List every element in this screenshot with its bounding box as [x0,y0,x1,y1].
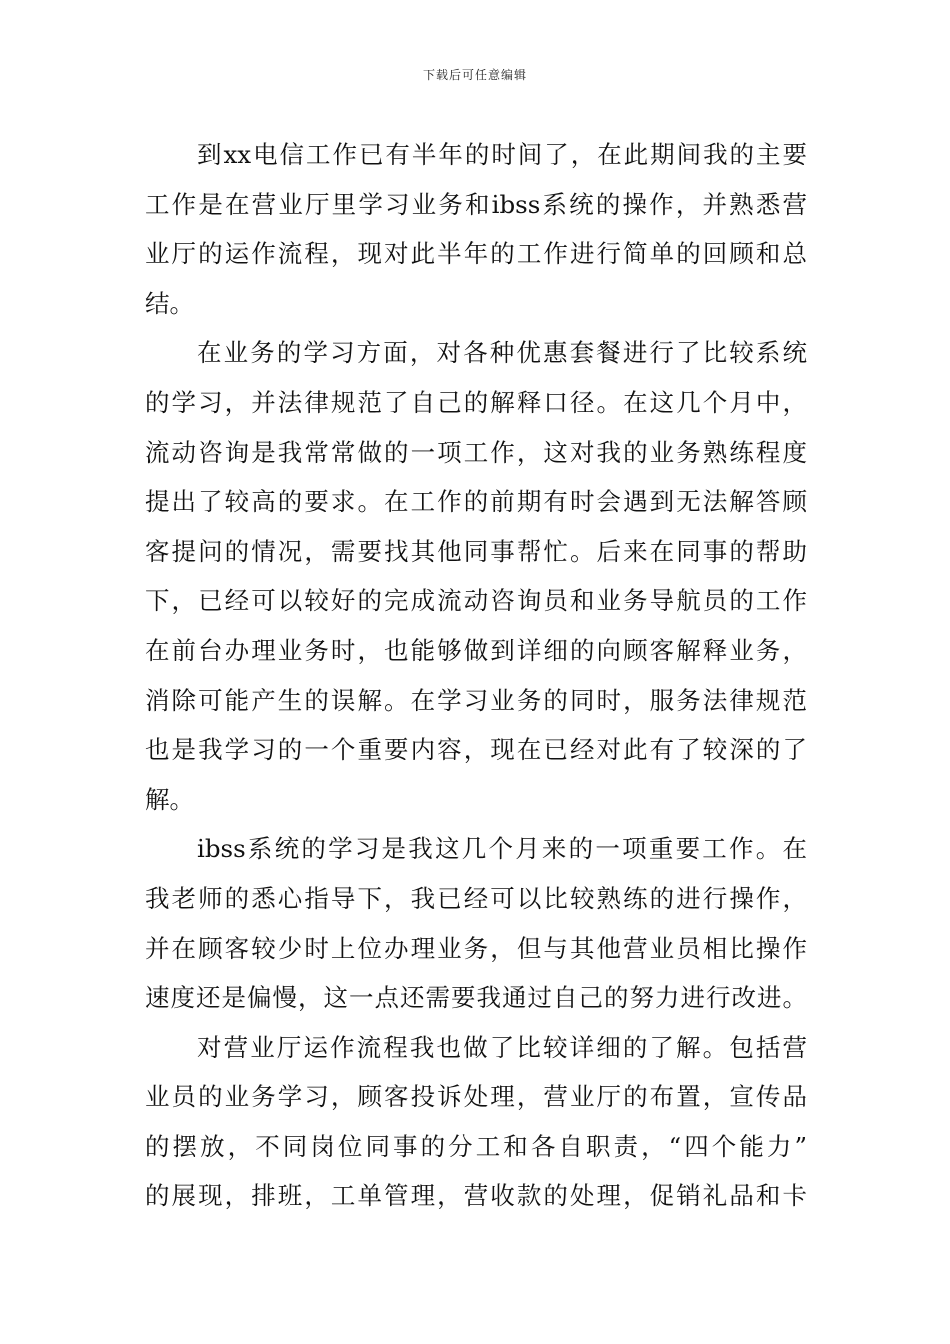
paragraph [145,824,807,1022]
text-line: 客提问的情况，需要找其他同事帮忙。后来在同事的帮助 [145,536,807,566]
text-line: 结。 [145,288,194,318]
page-header: 下载后可任意编辑 [422,68,527,82]
text-line: 到xx电信工作已有半年的时间了，在此期间我的主要 [197,140,807,169]
text-line: 在前台办理业务时，也能够做到详细的向顾客解释业务， [145,635,807,665]
text-line: 提出了较高的要求。在工作的前期有时会遇到无法解答顾 [145,487,807,517]
text-line: 业员的业务学习，顾客投诉处理，营业厅的布置，宣传品 [145,1082,807,1112]
text-line: 的摆放，不同岗位同事的分工和各自职责，“四个能力” [145,1131,807,1161]
text-line: 速度还是偏慢，这一点还需要我通过自己的努力进行改进。 [145,983,807,1013]
text-line: ibss系统的学习是我这几个月来的一项重要工作。在 [197,834,807,864]
text-line: 流动咨询是我常常做的一项工作，这对我的业务熟练程度 [145,437,807,467]
text-line: 并在顾客较少时上位办理业务，但与其他营业员相比操作 [145,933,807,963]
text-line: 解。 [145,784,194,814]
text-line: 下，已经可以较好的完成流动咨询员和业务导航员的工作 [145,586,807,616]
paragraph [145,328,807,824]
text-line: 消除可能产生的误解。在学习业务的同时，服务法律规范 [145,685,807,715]
text-line: 的学习，并法律规范了自己的解释口径。在这几个月中， [145,387,807,417]
paragraph [145,1023,807,1221]
text-line: 对营业厅运作流程我也做了比较详细的了解。包括营 [197,1032,807,1062]
text-line: 的展现，排班，工单管理，营收款的处理，促销礼品和卡 [145,1181,807,1211]
text-line: 我老师的悉心指导下，我已经可以比较熟练的进行操作， [145,883,807,913]
document-body [145,130,807,1221]
text-line: 也是我学习的一个重要内容，现在已经对此有了较深的了 [145,735,807,765]
text-line: 工作是在营业厅里学习业务和ibss系统的操作，并熟悉营 [145,189,807,219]
text-line: 在业务的学习方面，对各种优惠套餐进行了比较系统 [197,338,807,368]
paragraph [145,130,807,328]
text-line: 业厅的运作流程，现对此半年的工作进行简单的回顾和总 [145,239,807,269]
